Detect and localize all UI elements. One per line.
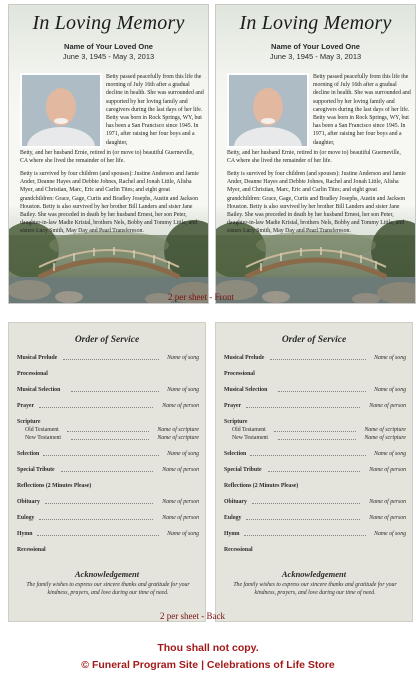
service-value: Name of song — [167, 531, 199, 537]
service-value: Name of scripture — [157, 435, 199, 441]
dot-leader — [270, 359, 366, 360]
front-panel-right — [215, 4, 416, 304]
dot-leader — [71, 391, 159, 392]
service-label: Processional — [224, 371, 255, 377]
service-label: Prayer — [224, 403, 242, 409]
life-dates: June 3, 1945 - May 3, 2013 — [62, 52, 155, 61]
service-label: Musical Prelude — [224, 355, 265, 361]
portrait-photo — [227, 73, 309, 148]
portrait-image — [229, 75, 307, 146]
service-value: Name of song — [167, 387, 199, 393]
acknowledgement-text: The family wishes to express our sincere thanks and gratitude for your kindness, prayers, and love during our time of need. — [233, 582, 397, 596]
dot-leader — [246, 407, 360, 408]
service-row — [17, 451, 199, 461]
dot-leader — [39, 519, 153, 520]
service-value: Name of person — [162, 515, 199, 521]
order-of-service-title: Order of Service — [74, 335, 140, 345]
service-label: Special Tribute — [224, 467, 262, 473]
dot-leader — [274, 431, 356, 432]
survivors-paragraph: Betty is survived by four children (and spouses): Justine Anderson and Jamie Ander, Deanne Hayes and Debbie Johnes, Rachel and Jonah Little, Alisha Myer, and Christian, Marc, Eric and Carlin Tites; and eight great grandchildren: Grace, Gage, Curtis and Bradley Josephs, Austin and Jackson Houston. Betty is also survived by her brother Bill Landers and sister Jane Bailey. She was preceded in death by her husband Ernest, her son Peter, daughter-in-law Madie Kristal, brothers Nels, Bobby and Tommy Little, and sisters Lucy Smith, May Day and Pearl Transfereson. — [20, 171, 199, 235]
obituary-text-continued: Betty, and her husband Ernie, retired in (or move to) beautiful Guerneville, CA where she lived the remainder of her life. — [227, 150, 401, 165]
obituary-text-right: Betty passed peacefully from this life the morning of July 16th after a gradual decline in health. She was surrounded and supported by her loving family and caregivers during the last days of her life. Betty was born in Rock Springs, WY, but has been a San Francisco since 1945. In 1971, after raising her four boys and a daughter, — [313, 74, 411, 146]
back-panel-left — [8, 322, 206, 622]
service-label: Obituary — [17, 499, 40, 505]
dot-leader — [246, 519, 360, 520]
card-title: In Loving Memory — [32, 12, 185, 34]
loved-one-name: Name of Your Loved One — [64, 42, 153, 51]
service-label: Eulogy — [17, 515, 35, 521]
service-label: Special Tribute — [17, 467, 55, 473]
portrait-photo — [20, 73, 102, 148]
service-row — [224, 531, 406, 541]
order-of-service-title: Order of Service — [281, 335, 347, 345]
service-row — [224, 467, 406, 477]
service-row — [224, 355, 406, 365]
service-value: Name of song — [167, 355, 199, 361]
service-label: Recessional — [17, 547, 46, 553]
service-label: Processional — [17, 371, 48, 377]
acknowledgement-text: The family wishes to express our sincere thanks and gratitude for your kindness, prayers, and love during our time of need. — [26, 582, 190, 596]
dot-leader — [43, 455, 159, 456]
service-label: Selection — [17, 451, 40, 457]
service-value: Name of person — [369, 467, 406, 473]
obituary-text-continued: Betty, and her husband Ernie, retired in (or move to) beautiful Guerneville, CA where she lived the remainder of her life. — [20, 150, 194, 165]
acknowledgement-title: Acknowledgement — [281, 569, 347, 579]
caption-back: 2 per sheet - Back — [160, 611, 225, 621]
caption-front: 2 per sheet - Front — [168, 292, 234, 302]
service-label: Eulogy — [224, 515, 242, 521]
dot-leader — [63, 359, 159, 360]
back-panel-right — [215, 322, 413, 622]
service-label: Old Testament — [25, 427, 59, 433]
service-value: Name of song — [374, 531, 406, 537]
service-row — [17, 547, 199, 557]
service-row — [224, 387, 406, 397]
service-row — [224, 483, 406, 493]
service-label: Obituary — [224, 499, 247, 505]
service-label: Reflections (2 Minutes Please) — [17, 483, 92, 489]
service-value: Name of song — [374, 451, 406, 457]
acknowledgement-title: Acknowledgement — [74, 569, 140, 579]
service-row — [224, 499, 406, 509]
dot-leader — [268, 471, 360, 472]
service-value: Name of person — [369, 403, 406, 409]
dot-leader — [252, 503, 360, 504]
service-row — [224, 403, 406, 413]
service-value: Name of scripture — [364, 435, 406, 441]
dot-leader — [61, 471, 153, 472]
service-row — [224, 451, 406, 461]
service-label: Scripture — [17, 419, 41, 425]
copy-warning: Thou shall not copy. — [157, 642, 259, 654]
service-label: Scripture — [224, 419, 248, 425]
dot-leader — [39, 407, 153, 408]
obituary-text-right: Betty passed peacefully from this life the morning of July 16th after a gradual decline in health. She was surrounded and supported by her loving family and caregivers during the last days of her life. Betty was born in Rock Springs, WY, but has been a San Francisco since 1945. In 1971, after raising her four boys and a daughter, — [106, 74, 204, 146]
service-value: Name of scripture — [157, 427, 199, 433]
service-value: Name of person — [162, 467, 199, 473]
service-label: Musical Prelude — [17, 355, 58, 361]
survivors-paragraph: Betty is survived by four children (and spouses): Justine Anderson and Jamie Ander, Deanne Hayes and Debbie Johnes, Rachel and Jonah Little, Alisha Myer, and Christian, Marc, Eric and Carlin Tites; and eight great grandchildren: Grace, Gage, Curtis and Bradley Josephs, Austin and Jackson Houston. Betty is also survived by her brother Bill Landers and sister Jane Bailey. She was preceded in death by her husband Ernest, her son Peter, daughter-in-law Madie Kristal, brothers Nels, Bobby and Tommy Little, and sisters Lucy Smith, May Day and Pearl Transfereson. — [227, 171, 406, 235]
service-row — [17, 387, 199, 397]
service-label: Old Testament — [232, 427, 266, 433]
service-row — [224, 547, 406, 557]
service-row — [17, 499, 199, 509]
service-row — [17, 403, 199, 413]
service-label: Hymn — [17, 531, 33, 537]
service-label: Selection — [224, 451, 247, 457]
service-label: Recessional — [224, 547, 253, 553]
service-label: New Testament — [232, 435, 269, 441]
service-row — [224, 435, 406, 445]
service-value: Name of person — [162, 499, 199, 505]
service-value: Name of person — [369, 499, 406, 505]
dot-leader — [278, 391, 366, 392]
service-row — [17, 371, 199, 381]
copyright-link[interactable]: © Funeral Program Site | Celebrations of Life Store — [81, 659, 335, 671]
service-row — [224, 515, 406, 525]
service-value: Name of song — [167, 451, 199, 457]
service-value: Name of scripture — [364, 427, 406, 433]
service-row — [17, 531, 199, 541]
card-title: In Loving Memory — [239, 12, 392, 34]
dot-leader — [244, 535, 366, 536]
service-value: Name of song — [374, 387, 406, 393]
dot-leader — [278, 439, 356, 440]
loved-one-name: Name of Your Loved One — [271, 42, 360, 51]
service-row — [17, 467, 199, 477]
portrait-image — [22, 75, 100, 146]
dot-leader — [250, 455, 366, 456]
service-value: Name of person — [369, 515, 406, 521]
service-row — [17, 435, 199, 445]
service-label: Reflections (2 Minutes Please) — [224, 483, 299, 489]
service-label: New Testament — [25, 435, 62, 441]
service-row — [224, 371, 406, 381]
dot-leader — [37, 535, 159, 536]
service-row — [17, 483, 199, 493]
service-label: Hymn — [224, 531, 240, 537]
service-row — [17, 355, 199, 365]
service-value: Name of person — [162, 403, 199, 409]
life-dates: June 3, 1945 - May 3, 2013 — [269, 52, 362, 61]
dot-leader — [45, 503, 153, 504]
service-label: Musical Selection — [224, 387, 268, 393]
service-value: Name of song — [374, 355, 406, 361]
service-label: Prayer — [17, 403, 35, 409]
service-label: Musical Selection — [17, 387, 61, 393]
service-row — [17, 515, 199, 525]
dot-leader — [71, 439, 149, 440]
dot-leader — [67, 431, 149, 432]
front-panel-left — [8, 4, 209, 304]
